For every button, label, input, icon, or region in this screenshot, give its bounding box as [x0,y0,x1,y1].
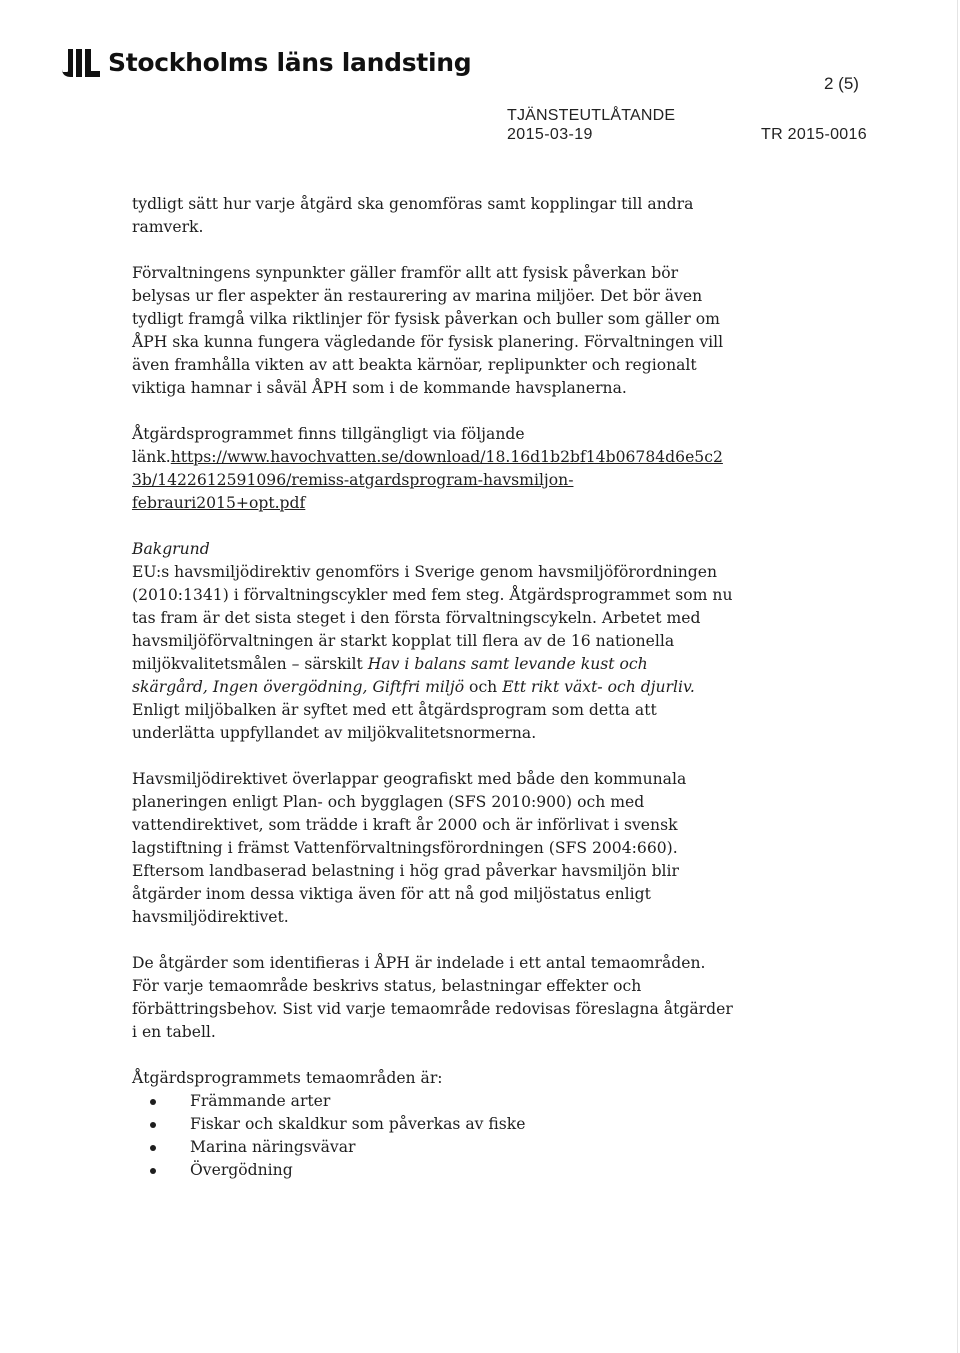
paragraph-5 [132,768,752,929]
text-line: belysas ur fler aspekter än restaurering av marina miljöer. Det bör även [132,287,703,305]
sll-logo-icon [60,44,102,80]
list-item: Övergödning [132,1159,752,1182]
organization-name: Stockholms läns landsting [108,47,472,77]
paragraph-6 [132,952,752,1044]
document-reference: TR 2015-0016 [761,126,867,143]
text-line: lagstiftning i främst Vattenförvaltningsförordningen (SFS 2004:660). [132,839,678,857]
text-line: förbättringsbehov. Sist vid varje temaområde redovisas föreslagna åtgärder [132,1000,733,1018]
text-line: viktiga hamnar i såväl ÅPH som i de kommande havsplanerna. [132,379,627,397]
text-line: havsmiljödirektivet. [132,908,289,926]
text-line: (2010:1341) i förvaltningscykler med fem steg. Åtgärdsprogrammet som nu [132,586,733,604]
italic-span: Hav i balans samt levande kust och [367,655,648,673]
text-line: Enligt miljöbalken är syftet med ett åtgärdsprogram som detta att [132,701,657,719]
list-item: Fiskar och skaldkur som påverkas av fiske [132,1113,752,1136]
text-line: Åtgärdsprogrammet finns tillgängligt via följande [132,425,525,443]
text-line: tydligt framgå vilka riktlinjer för fysisk påverkan och buller som gäller om [132,310,720,328]
page-number: 2 (5) [824,74,859,93]
action-program-link-end[interactable]: febrauri2015+opt.pdf [132,494,306,512]
text-line: havsmiljöförvaltningen är starkt kopplat till flera av de 16 nationella [132,632,675,650]
text-line: vattendirektivet, som trädde i kraft år 2000 och är införlivat i svensk [132,816,678,834]
text-line: ramverk. [132,218,204,236]
scan-edge-line [957,0,958,1353]
themes-list [132,1090,752,1182]
text-span: och [464,678,503,696]
list-item: Marina näringsvävar [132,1136,752,1159]
text-line [132,676,752,699]
action-program-link[interactable]: https://www.havochvatten.se/download/18.16d1b2bf14b06784d6e5c2 [170,448,723,466]
paragraph-2 [132,262,752,400]
text-line: underlätta uppfyllandet av miljökvalitetsnormerna. [132,724,537,742]
text-span: miljökvalitetsmålen – särskilt [132,655,368,673]
italic-span: Ett rikt växt- och djurliv. [502,678,695,696]
text-line: även framhålla vikten av att beakta kärnöar, replipunkter och regionalt [132,356,697,374]
section-heading-bakgrund: Bakgrund [132,540,210,558]
link-prefix: länk. [132,448,171,466]
text-line: tydligt sätt hur varje åtgärd ska genomföras samt kopplingar till andra [132,195,694,213]
text-line: De åtgärder som identifieras i ÅPH är indelade i ett antal temaområden. [132,954,706,972]
text-line: åtgärder inom dessa viktiga även för att nå god miljöstatus enligt [132,885,651,903]
action-program-link-cont[interactable]: 3b/1422612591096/remiss-atgardsprogram-havsmiljon- [132,471,574,489]
link-line [132,446,752,469]
italic-span: skärgård, Ingen övergödning, Giftfri miljö [132,678,465,696]
text-line: planeringen enligt Plan- och bygglagen (SFS 2010:900) och med [132,793,645,811]
text-line: i en tabell. [132,1023,216,1041]
text-line: ÅPH ska kunna fungera vägledande för fysisk planering. Förvaltningen vill [132,333,724,351]
paragraph-1 [132,193,752,239]
document-type: TJÄNSTEUTLÅTANDE [507,107,676,124]
text-line [132,653,752,676]
document-date: 2015-03-19 [507,126,593,143]
text-line: För varje temaområde beskrivs status, belastningar effekter och [132,977,642,995]
organization-logo [60,44,471,80]
themes-intro: Åtgärdsprogrammets temaområden är: [132,1069,443,1087]
text-line: Havsmiljödirektivet överlappar geografiskt med både den kommunala [132,770,687,788]
text-line: EU:s havsmiljödirektiv genomförs i Sverige genom havsmiljöförordningen [132,563,718,581]
paragraph-bakgrund [132,538,752,745]
themes-section [132,1067,752,1182]
text-line: Förvaltningens synpunkter gäller framför allt att fysisk påverkan bör [132,264,679,282]
text-line: tas fram är det sista steget i den första förvaltningscykeln. Arbetet med [132,609,701,627]
list-item: Främmande arter [132,1090,752,1113]
document-body [132,193,752,1182]
text-line: Eftersom landbaserad belastning i hög grad påverkar havsmiljön blir [132,862,679,880]
paragraph-3 [132,423,752,515]
